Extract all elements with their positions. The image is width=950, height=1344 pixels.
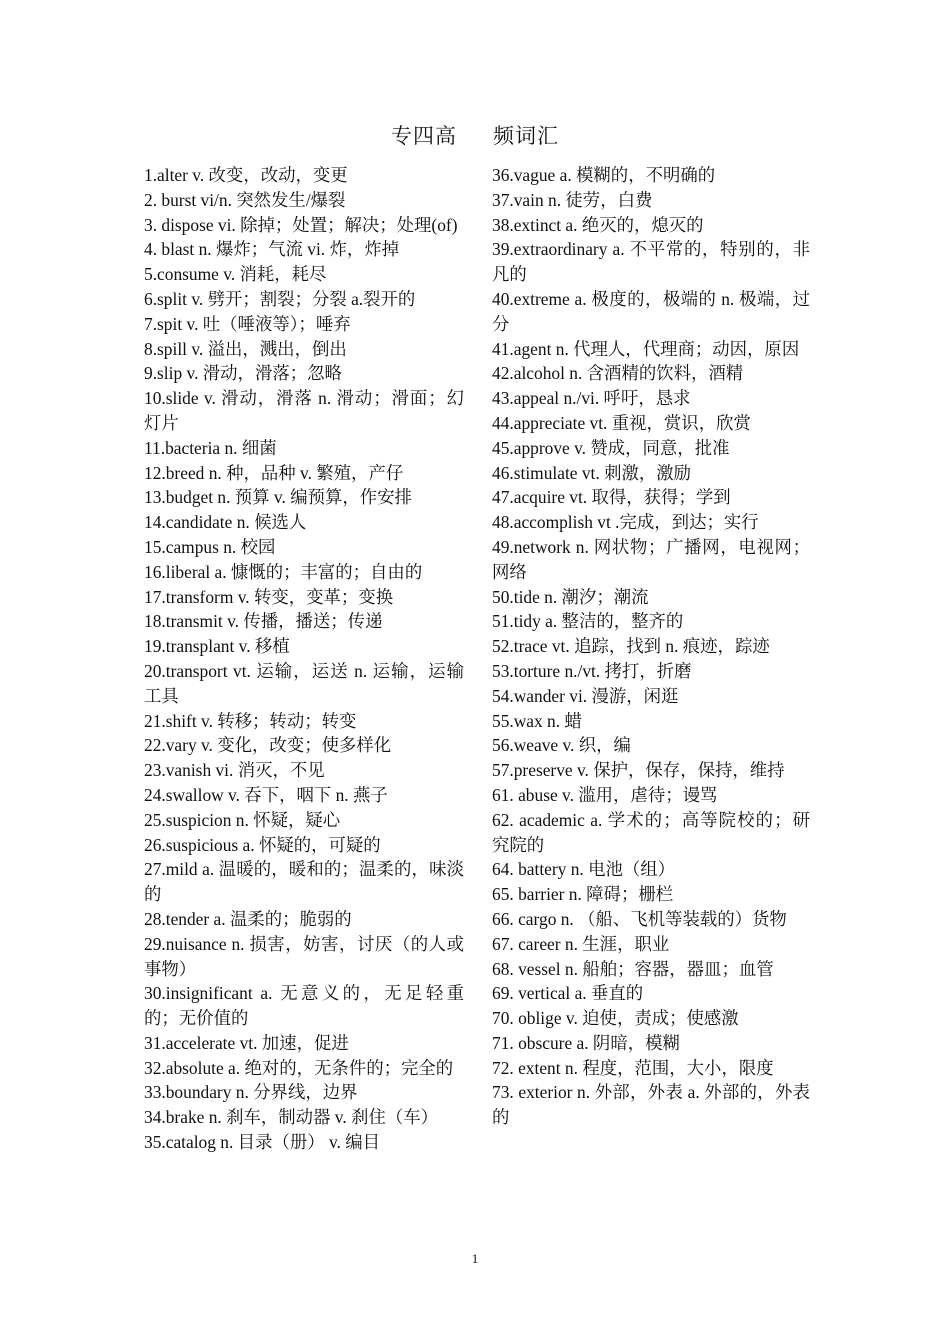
vocab-entry: 10.slide v. 滑动，滑落 n. 滑动；滑面；幻灯片: [144, 388, 464, 433]
vocab-entry: 57.preserve v. 保护，保存，保持，维持: [492, 760, 785, 781]
left-column: [144, 163, 464, 1155]
vocab-entry: 22.vary v. 变化，改变；使多样化: [144, 735, 392, 756]
vocab-entry: 3. dispose vi. 除掉；处置；解决；处理(of): [144, 214, 458, 235]
vocab-entry: 53.torture n./vt. 拷打，折磨: [492, 660, 692, 681]
vocab-entry: 2. burst vi/n. 突然发生/爆裂: [144, 189, 346, 210]
vocab-entry: 67. career n. 生涯，职业: [492, 933, 670, 954]
vocab-entry: 32.absolute a. 绝对的，无条件的；完全的: [144, 1057, 454, 1078]
vocab-entry: 5.consume v. 消耗，耗尽: [144, 264, 327, 285]
vocab-entry: 16.liberal a. 慷慨的；丰富的；自由的: [144, 561, 423, 582]
vocab-entry: 9.slip v. 滑动，滑落；忽略: [144, 363, 342, 384]
vocab-entry: 11.bacteria n. 细菌: [144, 437, 277, 458]
vocab-entry: 71. obscure a. 阴暗，模糊: [492, 1032, 680, 1053]
vocab-entry: 21.shift v. 转移；转动；转变: [144, 710, 357, 731]
vocab-entry: 13.budget n. 预算 v. 编预算，作安排: [144, 487, 412, 508]
vocab-entry: 45.approve v. 赞成，同意，批准: [492, 437, 730, 458]
vocab-entry: 35.catalog n. 目录（册） v. 编目: [144, 1132, 381, 1153]
vocab-entry: 38.extinct a. 绝灭的，熄灭的: [492, 214, 704, 235]
vocab-entry: 62. academic a. 学术的；高等院校的；研究院的: [492, 809, 810, 855]
vocab-entry: 8.spill v. 溢出，溅出，倒出: [144, 338, 347, 359]
vocab-entry: 6.split v. 劈开；割裂；分裂 a.裂开的: [144, 288, 416, 309]
vocab-entry: 66. cargo n. （船、飞机等装载的）货物: [492, 908, 787, 929]
right-column: [492, 163, 810, 1130]
vocab-entry: 14.candidate n. 候选人: [144, 512, 307, 533]
vocab-entry: 54.wander vi. 漫游，闲逛: [492, 685, 679, 706]
vocab-entry: 4. blast n. 爆炸；气流 vi. 炸，炸掉: [144, 239, 400, 260]
vocab-entry: 61. abuse v. 滥用，虐待；谩骂: [492, 784, 718, 805]
vocab-entry: 37.vain n. 徒劳，白费: [492, 189, 653, 210]
vocab-entry: 28.tender a. 温柔的；脆弱的: [144, 908, 352, 929]
vocab-entry: 55.wax n. 蜡: [492, 710, 582, 731]
vocab-entry: 49.network n. 网状物；广播网，电视网；网络: [492, 536, 810, 582]
vocab-entry: 26.suspicious a. 怀疑的，可疑的: [144, 834, 381, 855]
vocab-entry: 41.agent n. 代理人，代理商；动因，原因: [492, 338, 800, 359]
vocab-entry: 68. vessel n. 船舶；容器，器皿；血管: [492, 958, 774, 979]
vocab-entry: 42.alcohol n. 含酒精的饮料，酒精: [492, 363, 744, 384]
vocab-entry: 51.tidy a. 整洁的，整齐的: [492, 611, 684, 632]
vocab-entry: 29.nuisance n. 损害，妨害，讨厌（的人或事物）: [144, 933, 464, 979]
vocab-entry: 69. vertical a. 垂直的: [492, 983, 644, 1004]
vocab-entry: 23.vanish vi. 消灭，不见: [144, 760, 325, 781]
vocab-entry: 12.breed n. 种，品种 v. 繁殖，产仔: [144, 462, 404, 483]
vocab-entry: 70. oblige v. 迫使，责成；使感激: [492, 1008, 739, 1029]
vocab-entry: 30.insignificant a. 无意义的，无足轻重的；无价值的: [144, 983, 464, 1029]
vocab-entry: 65. barrier n. 障碍；栅栏: [492, 884, 674, 905]
vocab-entry: 20.transport vt. 运输，运送 n. 运输，运输工具: [144, 660, 464, 706]
vocab-entry: 44.appreciate vt. 重视，赏识，欣赏: [492, 412, 751, 433]
vocab-entry: 15.campus n. 校园: [144, 536, 276, 557]
vocab-entry: 48.accomplish vt .完成，到达；实行: [492, 512, 759, 533]
vocab-entry: 1.alter v. 改变，改动，变更: [144, 165, 348, 185]
vocab-entry: 46.stimulate vt. 刺激，激励: [492, 462, 692, 483]
vocab-entry: 7.spit v. 吐（唾液等）；唾弃: [144, 313, 351, 334]
vocab-entry: 24.swallow v. 吞下，咽下 n. 燕子: [144, 784, 388, 805]
title-part-1: 专四高: [391, 124, 457, 148]
vocab-entry: 27.mild a. 温暖的，暖和的；温柔的，味淡的: [144, 859, 464, 905]
page-title: [0, 120, 950, 150]
vocab-entry: 19.transplant v. 移植: [144, 636, 290, 657]
page-number: 1: [471, 1251, 479, 1266]
vocab-entry: 40.extreme a. 极度的，极端的 n. 极端，过分: [492, 288, 810, 334]
vocab-entry: 47.acquire vt. 取得，获得；学到: [492, 487, 731, 508]
title-part-2: 频词汇: [493, 124, 559, 148]
vocab-entry: 52.trace vt. 追踪，找到 n. 痕迹，踪迹: [492, 636, 770, 657]
vocab-entry: 39.extraordinary a. 不平常的，特别的，非凡的: [492, 239, 810, 285]
vocab-entry: 33.boundary n. 分界线，边界: [144, 1082, 358, 1103]
vocab-entry: 17.transform v. 转变，变革；变换: [144, 586, 394, 607]
vocab-entry: 72. extent n. 程度，范围，大小，限度: [492, 1057, 774, 1078]
vocab-entry: 18.transmit v. 传播，播送；传递: [144, 611, 383, 632]
vocab-entry: 36.vague a. 模糊的，不明确的: [492, 165, 716, 185]
vocab-entry: 50.tide n. 潮汐；潮流: [492, 586, 649, 607]
vocab-entry: 31.accelerate vt. 加速，促进: [144, 1032, 349, 1053]
vocab-entry: 34.brake n. 刹车，制动器 v. 刹住（车）: [144, 1107, 439, 1128]
vocab-entry: 56.weave v. 织，编: [492, 735, 631, 756]
vocab-entry: 64. battery n. 电池（组）: [492, 859, 676, 880]
vocab-entry: 73. exterior n. 外部，外表 a. 外部的，外表的: [492, 1082, 810, 1128]
vocab-entry: 25.suspicion n. 怀疑，疑心: [144, 809, 341, 830]
vocab-entry: 43.appeal n./vi. 呼吁，恳求: [492, 388, 691, 409]
